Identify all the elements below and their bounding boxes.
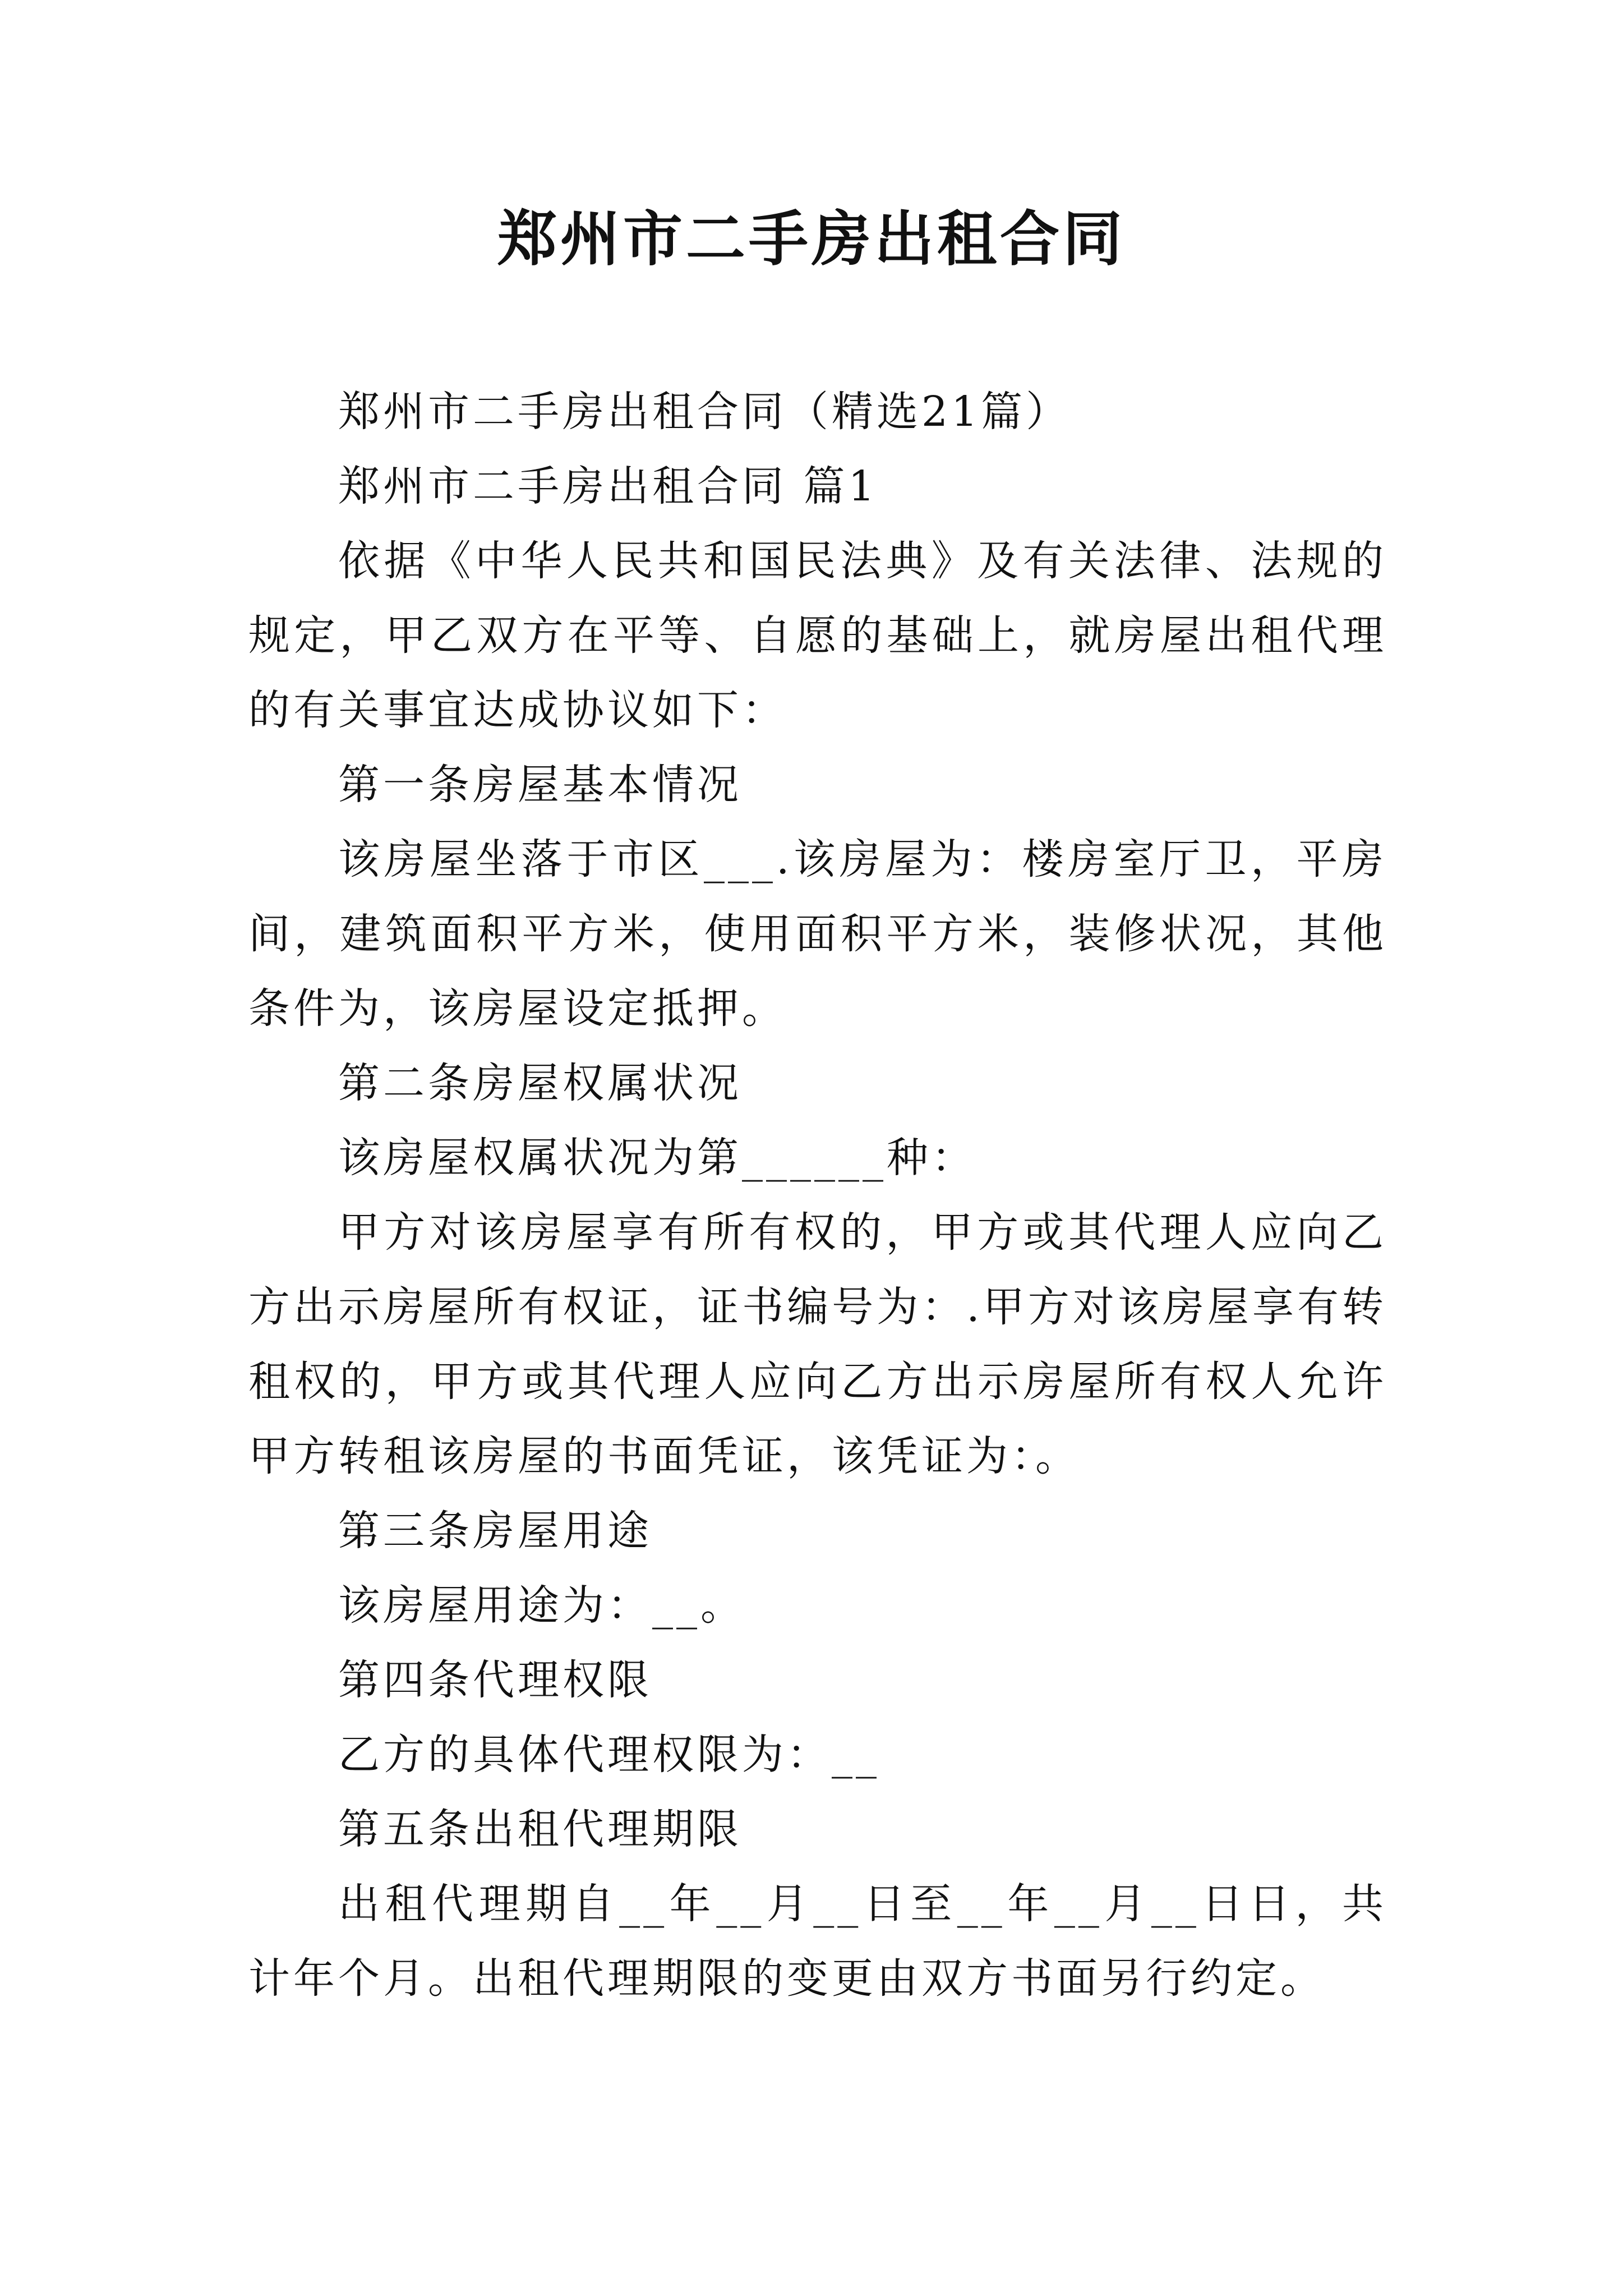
- body-paragraph: 乙方的具体代理权限为：__: [338, 1731, 880, 1779]
- article-heading: 第四条代理权限: [338, 1656, 652, 1704]
- body-paragraph: 依据《中华人民共和国民法典》及有关法律、法规的规定，甲乙双方在平等、自愿的基础上，就房屋出租代理的有关事宜达成协议如下：: [248, 537, 1387, 734]
- document-body: [248, 375, 1387, 2016]
- body-paragraph: 甲方对该房屋享有所有权的，甲方或其代理人应向乙方出示房屋所有权证，证书编号为：.甲方对该房屋享有转租权的，甲方或其代理人应向乙方出示房屋所有权人允许甲方转租该房屋的书面凭证，该凭证为：。: [248, 1208, 1387, 1480]
- subtitle-paragraph: 郑州市二手房出租合同（精选21篇）: [338, 388, 1071, 436]
- article-heading: 第一条房屋基本情况: [338, 761, 742, 809]
- article-heading: 第三条房屋用途: [338, 1507, 652, 1555]
- section-heading: 郑州市二手房出租合同 篇1: [338, 462, 878, 510]
- article-heading: 第二条房屋权属状况: [338, 1059, 742, 1107]
- body-paragraph: 该房屋权属状况为第______种：: [338, 1134, 976, 1182]
- document-title: 郑州市二手房出租合同: [497, 205, 1126, 274]
- article-heading: 第五条出租代理期限: [338, 1805, 742, 1853]
- body-paragraph: 该房屋坐落于市区___.该房屋为：楼房室厅卫，平房间，建筑面积平方米，使用面积平方米，装修状况，其他条件为，该房屋设定抵押。: [248, 835, 1387, 1033]
- body-paragraph: 该房屋用途为：__。: [338, 1581, 745, 1630]
- body-paragraph: 出租代理期自__年__月__日至__年__月__日日，共计年个月。出租代理期限的变更由双方书面另行约定。: [248, 1880, 1387, 2003]
